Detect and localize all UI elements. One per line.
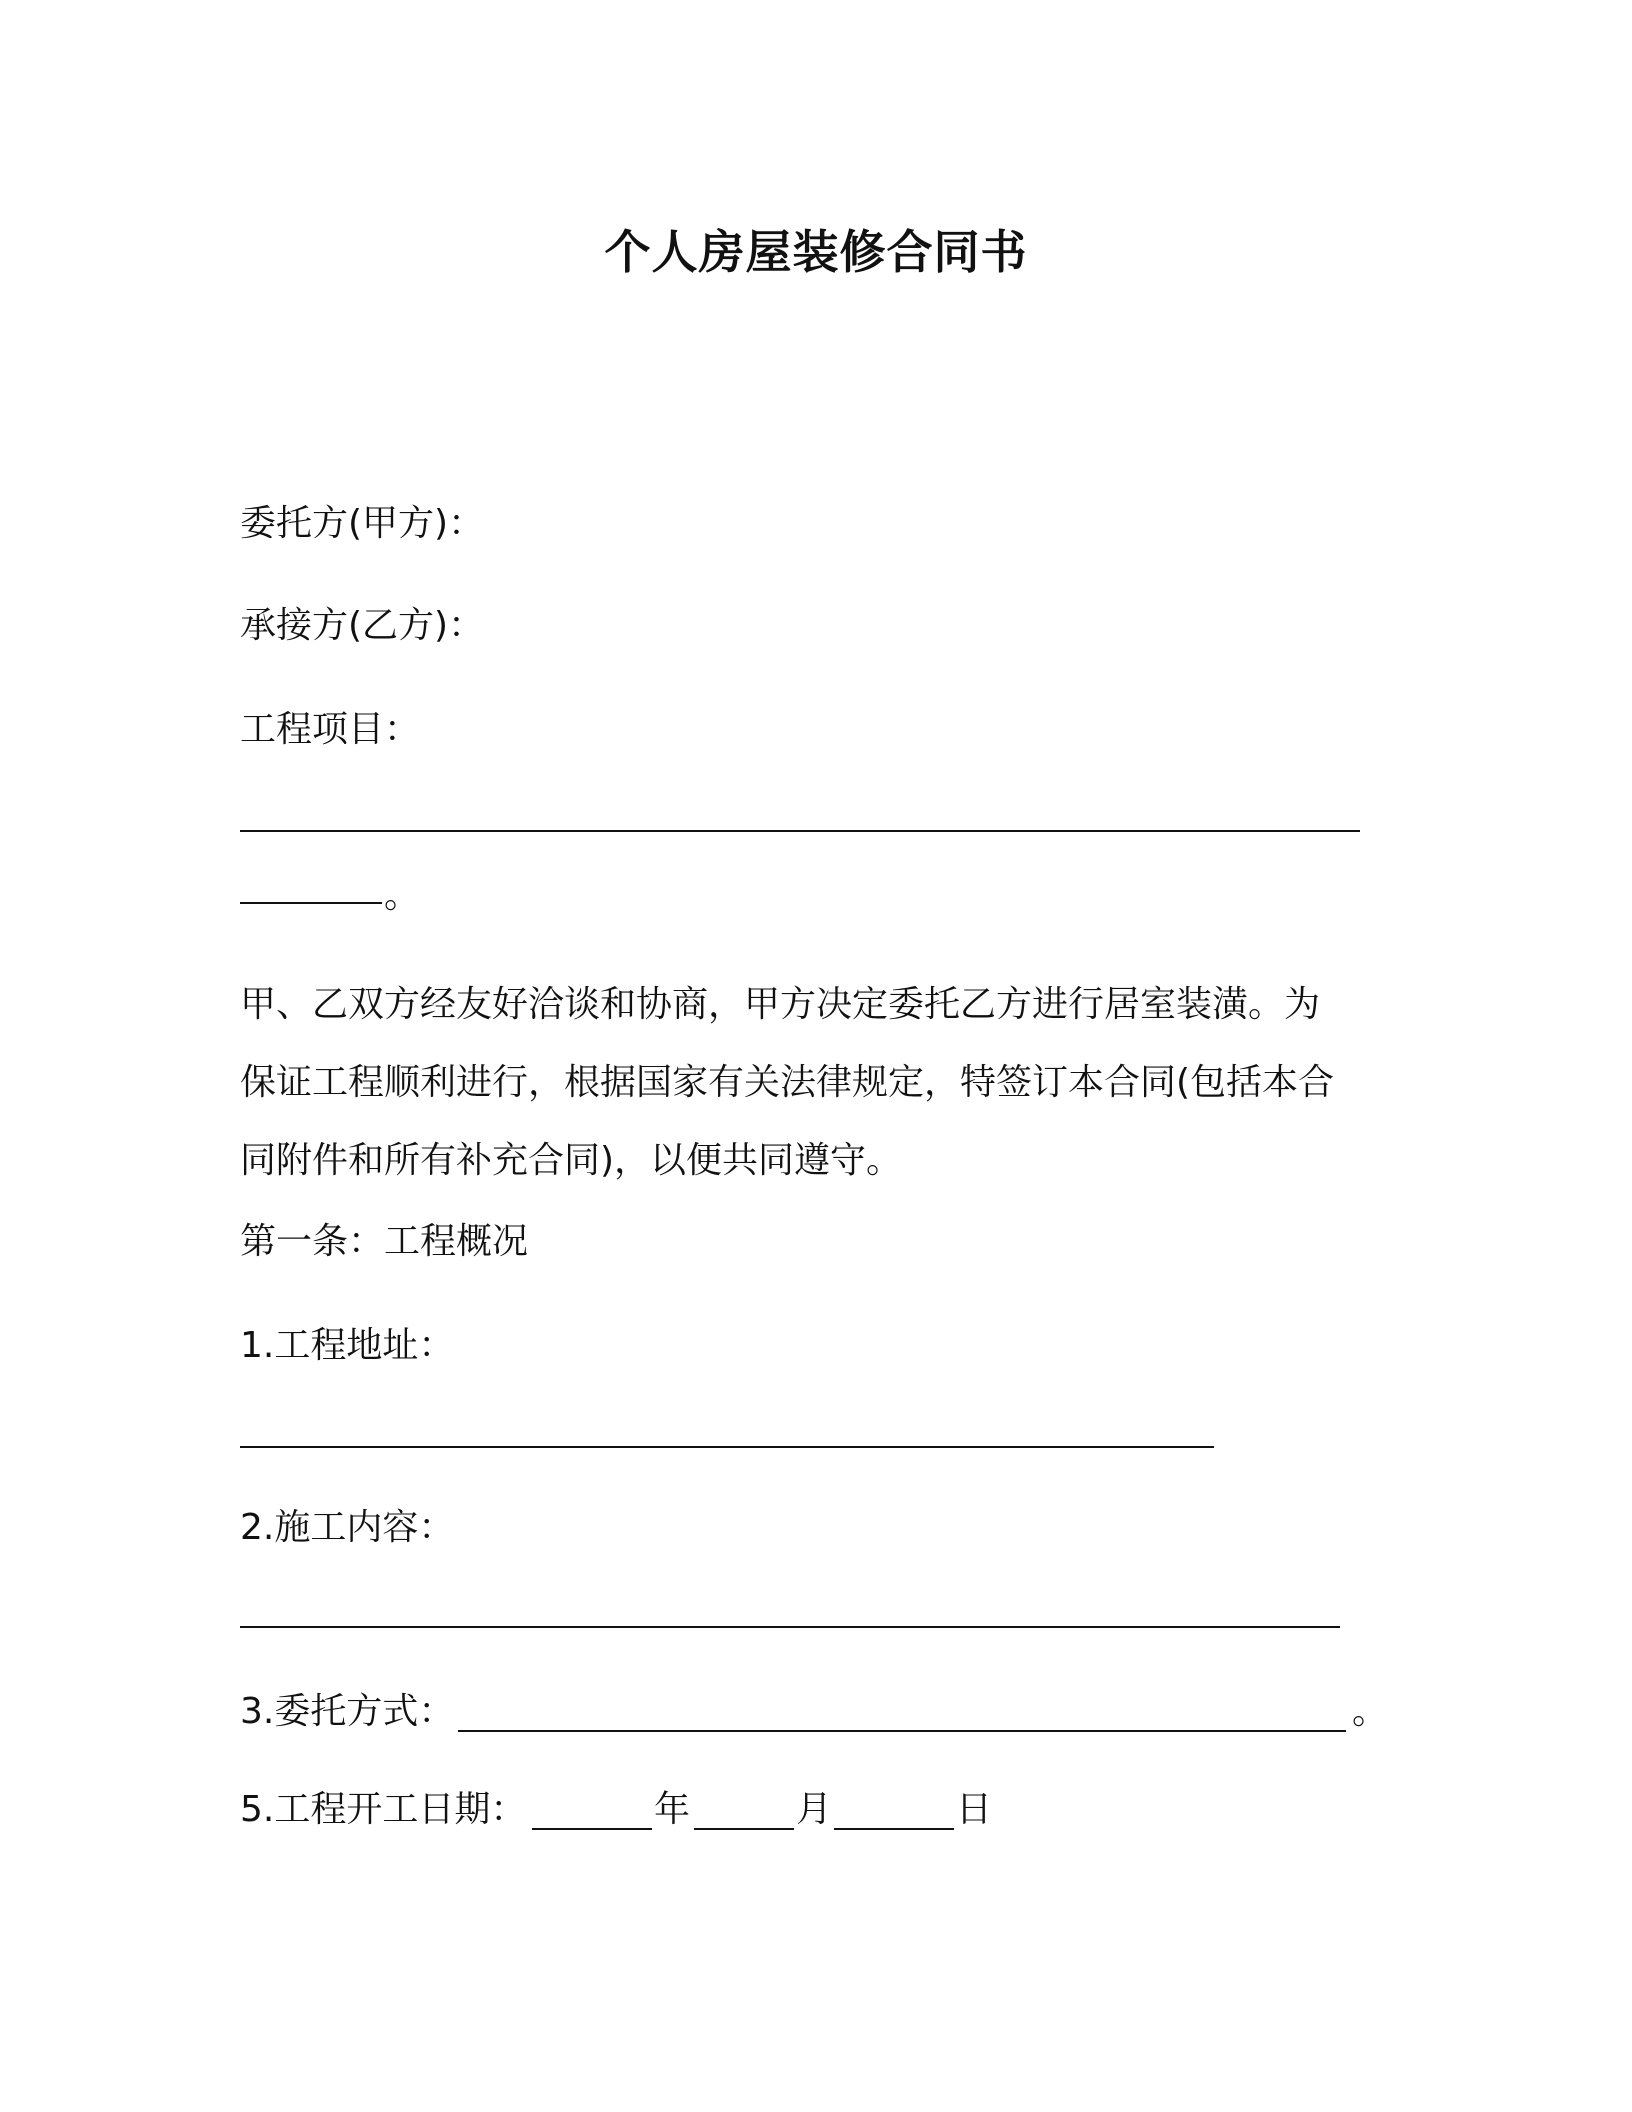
intro-paragraph — [240, 966, 1380, 1200]
intro-line-2: 保证工程顺利进行，根据国家有关法律规定，特签订本合同(包括本合 — [240, 1062, 1335, 1103]
day-blank-line — [834, 1828, 954, 1830]
project-blank-end: 。 — [384, 875, 421, 916]
item-3-end: 。 — [1352, 1691, 1389, 1732]
article-1-heading: 第一条：工程概况 — [240, 1221, 529, 1262]
method-blank-line — [458, 1730, 1346, 1732]
project-label: 工程项目： — [240, 709, 421, 750]
party-a-label: 委托方(甲方)： — [240, 503, 485, 544]
party-b-label: 承接方(乙方)： — [240, 605, 485, 646]
item-2-label: 2.施工内容： — [240, 1507, 455, 1548]
project-blank-line-2 — [240, 902, 382, 904]
address-blank-line — [240, 1446, 1214, 1448]
date-day-label: 日 — [956, 1789, 993, 1830]
item-5-label: 5.工程开工日期： — [240, 1789, 527, 1830]
document-title: 个人房屋装修合同书 — [604, 225, 1028, 279]
intro-line-1: 甲、乙双方经友好洽谈和协商，甲方决定委托乙方进行居室装潢。为 — [240, 984, 1321, 1025]
item-3-label: 3.委托方式： — [240, 1691, 455, 1732]
content-blank-line — [240, 1626, 1340, 1628]
date-year-label: 年 — [654, 1789, 691, 1830]
date-month-label: 月 — [796, 1789, 833, 1830]
year-blank-line — [532, 1828, 652, 1830]
intro-line-3: 同附件和所有补充合同)，以便共同遵守。 — [240, 1140, 903, 1181]
project-blank-line-1 — [240, 830, 1360, 832]
month-blank-line — [694, 1828, 794, 1830]
item-1-label: 1.工程地址： — [240, 1325, 455, 1366]
